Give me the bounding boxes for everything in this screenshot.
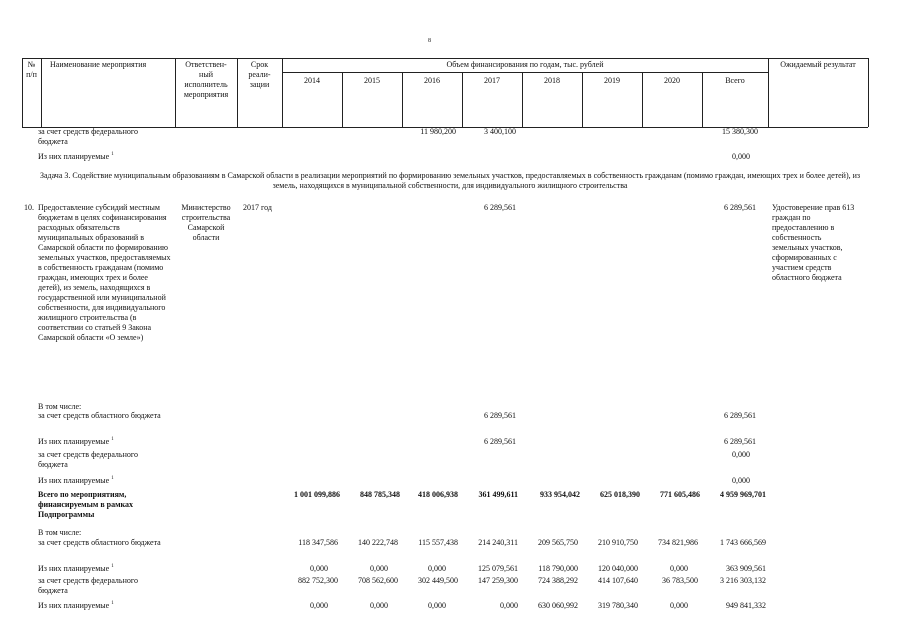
item10-planned2-label: Из них планируемые <box>38 476 110 485</box>
footnote-mark: 1 <box>111 601 114 606</box>
summary-row-value: 0,000 <box>310 564 328 573</box>
header-year-2014: 2014 <box>304 76 320 85</box>
item10-planned2-row <box>38 476 114 486</box>
header-result: Ожидаемый результат <box>780 60 856 69</box>
summary-row-value: 0,000 <box>428 564 446 573</box>
item10-planned1-row <box>38 437 114 447</box>
footnote-mark: 1 <box>111 476 114 481</box>
summary-row-label: Из них планируемые <box>38 601 110 610</box>
summary-planned-row <box>38 564 114 574</box>
item10-federal-total: 0,000 <box>732 450 750 459</box>
summary-row-value: 147 259,300 <box>478 576 518 585</box>
item10-regional-label: за счет средств областного бюджета <box>38 411 161 420</box>
top-planned-total: 0,000 <box>732 152 750 161</box>
header-year-2020: 2020 <box>664 76 680 85</box>
summary-row-value: 210 910,750 <box>598 538 638 547</box>
summary-row-value: 363 909,561 <box>726 564 766 573</box>
summary-row-value: 708 562,600 <box>358 576 398 585</box>
top-federal-label: за счет средств федерального бюджета <box>38 127 138 146</box>
header-year-2018: 2018 <box>544 76 560 85</box>
item10-term: 2017 год <box>243 203 272 212</box>
header-term: Срок реали- зации <box>248 60 271 89</box>
item10-planned1-total: 6 289,561 <box>724 437 756 446</box>
summary-row-value: 120 040,000 <box>598 564 638 573</box>
item10-total: 6 289,561 <box>724 203 756 212</box>
item10-regional-total: 6 289,561 <box>724 411 756 420</box>
summary-2020: 771 605,486 <box>660 490 700 499</box>
header-year-2016: 2016 <box>424 76 440 85</box>
summary-row-value: 125 079,561 <box>478 564 518 573</box>
item10-including: В том числе: <box>38 402 82 411</box>
summary-row-label: Из них планируемые <box>38 564 110 573</box>
summary-2014: 1 001 099,886 <box>294 490 340 499</box>
summary-row-value: 0,000 <box>370 564 388 573</box>
summary-label: Всего по мероприятиям, финансируемым в рамках Подпрограммы <box>38 490 134 519</box>
summary-row-value: 734 821,986 <box>658 538 698 547</box>
summary-row-value: 214 240,311 <box>478 538 518 547</box>
summary-including: В том числе: <box>38 528 82 537</box>
top-planned-label: Из них планируемые <box>38 152 110 161</box>
summary-row-value: 115 557,438 <box>418 538 458 547</box>
summary-planned-row <box>38 601 114 611</box>
header-funding: Объем финансирования по годам, тыс. рублей <box>446 60 604 69</box>
summary-row-value: 1 743 666,569 <box>720 538 766 547</box>
summary-row-value: 724 388,292 <box>538 576 578 585</box>
summary-row-label: за счет средств областного бюджета <box>38 538 161 547</box>
item10-planned1-2017: 6 289,561 <box>484 437 516 446</box>
summary-row-value: 36 783,500 <box>662 576 698 585</box>
summary-row-value: 0,000 <box>670 601 688 610</box>
item10-responsible: Министерство строительства Самарской области <box>181 203 231 242</box>
header-year-2015: 2015 <box>364 76 380 85</box>
header-year-2017: 2017 <box>484 76 500 85</box>
item10-result: Удостоверение прав 613 граждан по предоставлению в собственность земельных участков, сформированных с участием средств областного бюджета <box>772 203 855 282</box>
footnote-mark: 1 <box>111 152 114 157</box>
header-name: Наименование мероприятия <box>50 60 147 69</box>
summary-row-value: 882 752,300 <box>298 576 338 585</box>
task3-heading: Задача 3. Содействие муниципальным образованиям в Самарской области в реализации мероприятий по формированию земельных участков, предоставляемых в собственность гражданам (помимо граждан, имеющих трех и более детей), из земель, находящихся в муниципальной собственности, для индивидуального жилищного строительства <box>39 171 861 190</box>
summary-row-value: 3 216 303,132 <box>720 576 766 585</box>
top-federal-2017: 3 400,100 <box>484 127 516 136</box>
header-responsible: Ответствен- ный исполнитель мероприятия <box>183 60 229 99</box>
top-federal-2016: 11 980,200 <box>420 127 456 136</box>
summary-2015: 848 785,348 <box>360 490 400 499</box>
summary-row-value: 630 060,992 <box>538 601 578 610</box>
summary-row-value: 140 222,748 <box>358 538 398 547</box>
item10-planned2-total: 0,000 <box>732 476 750 485</box>
summary-total: 4 959 969,701 <box>720 490 766 499</box>
summary-2018: 933 954,042 <box>540 490 580 499</box>
footnote-mark: 1 <box>111 564 114 569</box>
summary-row-value: 302 449,500 <box>418 576 458 585</box>
summary-row-value: 0,000 <box>310 601 328 610</box>
summary-row-value: 0,000 <box>500 601 518 610</box>
summary-row-value: 414 107,640 <box>598 576 638 585</box>
summary-row-value: 0,000 <box>370 601 388 610</box>
page-mark: 8 <box>428 38 431 44</box>
summary-row-value: 0,000 <box>670 564 688 573</box>
top-federal-total: 15 380,300 <box>722 127 758 136</box>
header-num: № п/п <box>26 60 37 79</box>
summary-2019: 625 018,390 <box>600 490 640 499</box>
item10-federal-label: за счет средств федерального бюджета <box>38 450 138 469</box>
item10-num: 10. <box>24 203 34 212</box>
summary-row-value: 0,000 <box>428 601 446 610</box>
summary-row-value: 118 790,000 <box>538 564 578 573</box>
summary-2016: 418 006,938 <box>418 490 458 499</box>
summary-row-value: 118 347,586 <box>298 538 338 547</box>
summary-row-label: за счет средств федерального бюджета <box>38 576 138 595</box>
summary-2017: 361 499,611 <box>478 490 518 499</box>
header-total: Всего <box>725 76 745 85</box>
summary-row-value: 209 565,750 <box>538 538 578 547</box>
item10-2017: 6 289,561 <box>484 203 516 212</box>
summary-row-value: 949 841,332 <box>726 601 766 610</box>
top-planned-row <box>38 152 114 162</box>
item10-name: Предоставление субсидий местным бюджетам в целях софинансирования расходных обязательств муниципальных образований в Самарской области по формированию земельных участков, предоставляемых в собственность гражданам (помимо граждан, имеющих трех и более детей), из земель, находящихся в государственной или муниципальной собственности, для индивидуального жилищного строительства (в соответствии со статьей 9 Закона Самарской области «О земле») <box>38 203 171 342</box>
item10-planned1-label: Из них планируемые <box>38 437 110 446</box>
header-year-2019: 2019 <box>604 76 620 85</box>
item10-regional-2017: 6 289,561 <box>484 411 516 420</box>
footnote-mark: 1 <box>111 437 114 442</box>
summary-row-value: 319 780,340 <box>598 601 638 610</box>
